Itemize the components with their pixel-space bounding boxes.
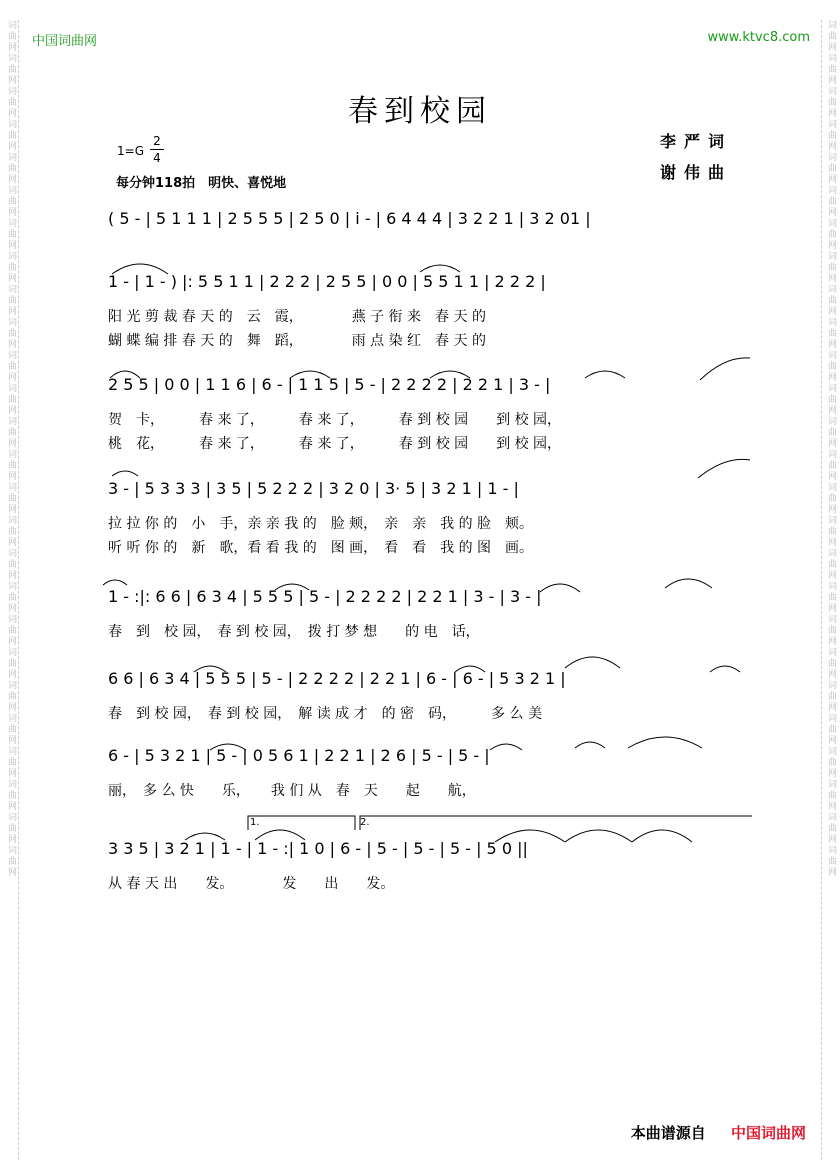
song-title: 春到校园 — [348, 94, 492, 129]
time-top: 2 — [153, 134, 161, 148]
lyrics-verse-1: 拉 拉 你 的 小 手，亲 亲 我 的 脸 颊， 亲 亲 我 的 脸 颊。 — [108, 516, 534, 532]
lyrics-verse-1: 阳 光 剪 裁 春 天 的 云 霞， 燕 子 衔 来 春 天 的 — [108, 309, 486, 325]
lyrics-verse-2: 蝴 蝶 编 排 春 天 的 舞 蹈， 雨 点 染 红 春 天 的 — [108, 333, 486, 349]
site-name-link[interactable]: 中国词曲网 — [32, 34, 98, 49]
volta-1-label: 1. — [250, 817, 260, 828]
lyrics-verse-2: 听 听 你 的 新 歌，看 看 我 的 图 画， 看 看 我 的 图 画。 — [108, 540, 534, 556]
notes-line: 3 3 5 | 3 2 1 | 1 - | 1 - :| 1 0 | 6 - | 5 - | 5 - | 5 - | 5 0 || — [108, 839, 528, 858]
key-label: 1=G — [117, 144, 144, 158]
lyrics-verse-1: 贺 卡， 春 来 了， 春 来 了， 春 到 校 园 到 校 园， — [108, 412, 562, 428]
footer-source-text: 本曲谱源自 — [630, 1124, 706, 1142]
footer-brand-link[interactable]: 中国词曲网 — [730, 1124, 806, 1142]
notes-line: 3 - | 5 3 3 3 | 3 5 | 5 2 2 2 | 3 2 0 | 3· 5 | 3 2 1 | 1 - | — [108, 479, 519, 498]
side-watermark-right: 词曲网词曲网词曲网词曲网词曲网词曲网词曲网词曲网词曲网词曲网词曲网词曲网词曲网词曲网词曲网词曲网词曲网词曲网词曲网词曲网词曲网词曲网词曲网词曲网词曲网词曲网 — [826, 20, 836, 878]
side-watermark-left: 词曲网词曲网词曲网词曲网词曲网词曲网词曲网词曲网词曲网词曲网词曲网词曲网词曲网词曲网词曲网词曲网词曲网词曲网词曲网词曲网词曲网词曲网词曲网词曲网词曲网词曲网 — [6, 20, 16, 878]
lyrics-line: 丽， 多 么 快 乐， 我 们 从 春 天 起 航， — [108, 783, 476, 799]
time-bottom: 4 — [153, 151, 161, 165]
lyrics-verse-2: 桃 花， 春 来 了， 春 来 了， 春 到 校 园 到 校 园， — [108, 436, 562, 452]
notes-line: 1 - | 1 - ) |: 5 5 1 1 | 2 2 2 | 2 5 5 | 0 0 | 5 5 1 1 | 2 2 2 | — [108, 272, 546, 291]
lyrics-line: 春 到 校 园， 春 到 校 园， 解 读 成 才 的 密 码， 多 么 美 — [108, 706, 542, 722]
notes-line: 6 6 | 6 3 4 | 5 5 5 | 5 - | 2 2 2 2 | 2 2 1 | 6 - | 6 - | 5 3 2 1 | — [108, 669, 566, 688]
tempo-marking: 每分钟118拍 明快、喜悦地 — [116, 176, 287, 191]
notes-line: 2 5 5 | 0 0 | 1 1 6 | 6 - | 1 1 5 | 5 - | 2 2 2 2 | 2 2 1 | 3 - | — [108, 375, 551, 394]
volta-2-label: 2. — [360, 817, 370, 828]
notes-line: 6 - | 5 3 2 1 | 5 - | 0 5 6 1 | 2 2 1 | 2 6 | 5 - | 5 - | — [108, 746, 490, 765]
lyricist-credit: 李严词 — [660, 132, 733, 151]
footer-credit — [631, 1122, 806, 1143]
notes-line: ( 5 - | 5 1 1 1 | 2 5 5 5 | 2 5 0 | i - | 6 4 4 4 | 3 2 2 1 | 3 2 01 | — [108, 209, 591, 228]
lyrics-line: 从 春 天 出 发。 发 出 发。 — [108, 876, 395, 892]
site-url-link[interactable]: www.ktvc8.com — [707, 30, 810, 45]
lyrics-line: 春 到 校 园， 春 到 校 园， 拨 打 梦 想 的 电 话， — [108, 624, 480, 640]
notes-line: 1 - :|: 6 6 | 6 3 4 | 5 5 5 | 5 - | 2 2 2 2 | 2 2 1 | 3 - | 3 - | — [108, 587, 542, 606]
composer-credit: 谢伟曲 — [660, 163, 733, 182]
